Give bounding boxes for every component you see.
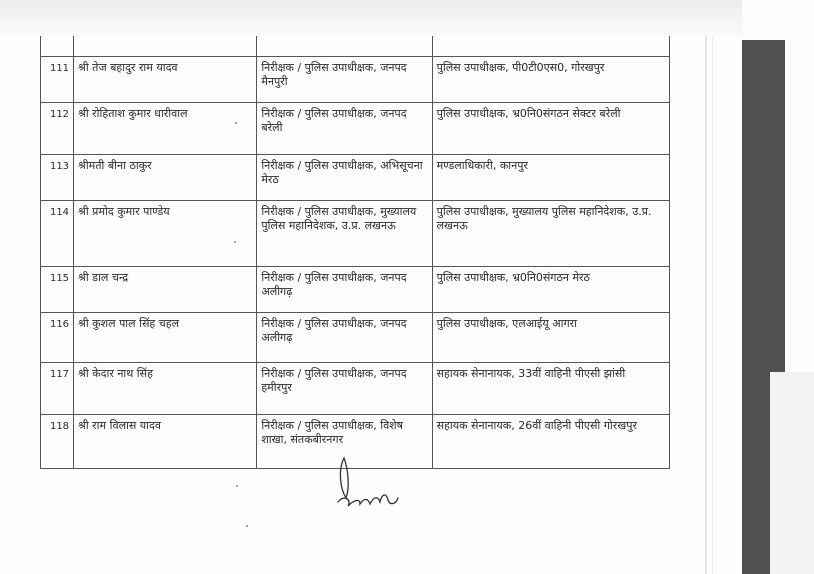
handwritten-signature bbox=[330, 448, 410, 518]
page-right-edge bbox=[705, 36, 707, 574]
table-row bbox=[41, 363, 670, 415]
current-posting: निरीक्षक / पुलिस उपाधीक्षक, विशेष शाखा, संतकबीरनगर bbox=[257, 415, 432, 469]
new-posting: पुलिस उपाधीक्षक, भ्र0नि0संगठन सेक्टर बरेली bbox=[432, 103, 669, 155]
officer-name: श्री तेज बहादुर राम यादव bbox=[74, 57, 257, 103]
transfer-list-table bbox=[40, 36, 670, 469]
scan-speck bbox=[234, 241, 236, 243]
row-number: 118 bbox=[41, 415, 74, 469]
table-row bbox=[41, 267, 670, 313]
officer-name: श्री राम विलास यादव bbox=[74, 415, 257, 469]
row-number: 112 bbox=[41, 103, 74, 155]
table-row bbox=[41, 313, 670, 363]
officer-name: श्री प्रमोद कुमार पाण्डेय bbox=[74, 201, 257, 267]
officer-name: श्री डाल चन्द्र bbox=[74, 267, 257, 313]
scan-speck bbox=[246, 525, 248, 527]
table-row bbox=[41, 201, 670, 267]
officer-name: श्री केदार नाथ सिंह bbox=[74, 363, 257, 415]
officer-name: श्री रोहिताश कुमार धारीवाल bbox=[74, 103, 257, 155]
new-posting: पुलिस उपाधीक्षक, भ्र0नि0संगठन मेरठ bbox=[432, 267, 669, 313]
scan-speck bbox=[235, 122, 237, 124]
scan-speck bbox=[236, 485, 238, 487]
current-posting: निरीक्षक / पुलिस उपाधीक्षक, जनपद अलीगढ़ bbox=[257, 267, 432, 313]
page-top-edge bbox=[0, 0, 742, 36]
current-posting: निरीक्षक / पुलिस उपाधीक्षक, जनपद बरेली bbox=[257, 103, 432, 155]
row-number: 114 bbox=[41, 201, 74, 267]
table-row bbox=[41, 103, 670, 155]
row-number: 113 bbox=[41, 155, 74, 201]
current-posting: निरीक्षक / पुलिस उपाधीक्षक, अभिसूचना मेरठ bbox=[257, 155, 432, 201]
officer-name: श्रीमती बीना ठाकुर bbox=[74, 155, 257, 201]
current-posting: निरीक्षक / पुलिस उपाधीक्षक, जनपद मैनपुरी bbox=[257, 57, 432, 103]
current-posting: निरीक्षक / पुलिस उपाधीक्षक, जनपद हमीरपुर bbox=[257, 363, 432, 415]
transfer-list-body bbox=[41, 36, 670, 469]
table-row bbox=[41, 57, 670, 103]
new-posting: सहायक सेनानायक, 26वीं वाहिनी पीएसी गोरखपुर bbox=[432, 415, 669, 469]
table-top-spacer bbox=[41, 36, 670, 57]
new-posting: पुलिस उपाधीक्षक, पी0टी0एस0, गोरखपुर bbox=[432, 57, 669, 103]
officer-name: श्री कुशल पाल सिंह चहल bbox=[74, 313, 257, 363]
table-row bbox=[41, 155, 670, 201]
new-posting: पुलिस उपाधीक्षक, एलआईयू आगरा bbox=[432, 313, 669, 363]
new-posting: सहायक सेनानायक, 33वीं वाहिनी पीएसी झांसी bbox=[432, 363, 669, 415]
new-posting: मण्डलाधिकारी, कानपुर bbox=[432, 155, 669, 201]
row-number: 115 bbox=[41, 267, 74, 313]
current-posting: निरीक्षक / पुलिस उपाधीक्षक, जनपद अलीगढ़ bbox=[257, 313, 432, 363]
current-posting: निरीक्षक / पुलिस उपाधीक्षक, मुख्यालय पुलिस महानिदेशक, उ.प्र. लखनऊ bbox=[257, 201, 432, 267]
row-number: 111 bbox=[41, 57, 74, 103]
viewer-side-overlay bbox=[770, 372, 814, 574]
page-right-edge-secondary bbox=[712, 36, 713, 574]
new-posting: पुलिस उपाधीक्षक, मुख्यालय पुलिस महानिदेशक, उ.प्र. लखनऊ bbox=[432, 201, 669, 267]
row-number: 116 bbox=[41, 313, 74, 363]
row-number: 117 bbox=[41, 363, 74, 415]
